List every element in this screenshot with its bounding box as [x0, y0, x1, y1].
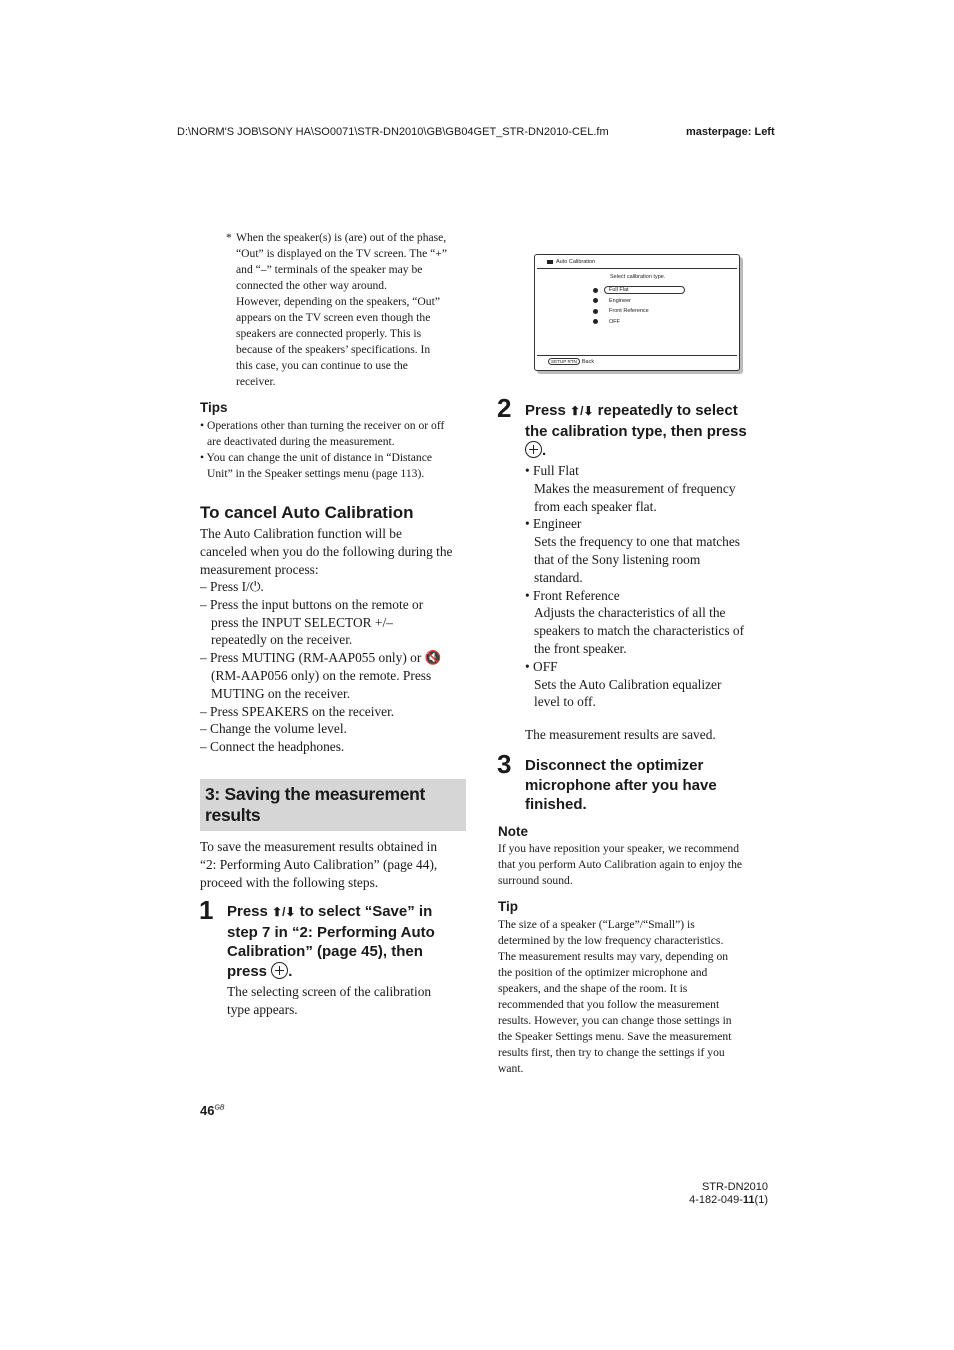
- section-intro: [200, 838, 475, 891]
- tip-body-line: results first, then try to change the settings if you: [498, 1046, 725, 1059]
- footnote-line: When the speaker(s) is (are) out of the phase,: [236, 231, 447, 244]
- step1-result-line: The selecting screen of the calibration: [227, 984, 432, 999]
- speaker-icon: [547, 260, 553, 264]
- cancel-list: [200, 578, 475, 756]
- cancel-line: MUTING on the receiver.: [211, 685, 351, 701]
- tip-line: Unit” in the Speaker settings menu (page 113).: [207, 467, 425, 480]
- footnote-line: “Out” is displayed on the TV screen. The “+”: [236, 247, 447, 260]
- note-heading: Note: [498, 824, 528, 839]
- step3-instruction: [525, 756, 770, 815]
- step2-option: [525, 515, 770, 586]
- step2-line: .: [525, 441, 770, 461]
- tip-body-line: the position of the optimizer microphone and: [498, 966, 708, 979]
- code-suffix: (1): [754, 1194, 768, 1206]
- screen-title-bar: [547, 259, 595, 265]
- screen-option-front-reference[interactable]: [593, 306, 685, 317]
- cancel-item: [200, 703, 475, 721]
- tip-body-line: recommended that you follow the measurement: [498, 998, 720, 1011]
- step3-line: Disconnect the optimizer: [525, 757, 704, 774]
- option-name: • Front Reference: [525, 587, 620, 603]
- tip-line: are deactivated during the measurement.: [207, 435, 395, 448]
- section-title-line: results: [205, 805, 261, 825]
- page-number-suffix: GB: [214, 1104, 225, 1112]
- step1-line: press .: [227, 962, 293, 980]
- model-number: STR-DN2010: [701, 1181, 768, 1193]
- document-code: [660, 1194, 768, 1206]
- section-intro-line: To save the measurement results obtained in: [200, 839, 438, 854]
- footnote-line: connected the other way around.: [236, 279, 387, 292]
- screen-option-full-flat[interactable]: [593, 285, 685, 296]
- enter-button-icon: [271, 962, 288, 979]
- screen-options: [593, 285, 685, 327]
- footnote-line: appears on the TV screen even though the: [236, 311, 431, 324]
- tip-heading: Tip: [498, 899, 518, 914]
- cancel-heading: To cancel Auto Calibration: [200, 503, 414, 522]
- step1-press-last: press: [227, 962, 268, 980]
- step2-options: [525, 462, 770, 711]
- option-desc-line: Makes the measurement of frequency: [534, 480, 736, 496]
- step2-press: Press: [525, 402, 566, 419]
- step1-line: step 7 in “2: Performing Auto: [227, 923, 435, 941]
- calibration-screen: [534, 254, 740, 371]
- cancel-line: – Connect the headphones.: [200, 739, 345, 755]
- cancel-item: [200, 649, 475, 702]
- step1-line: Calibration” (page 45), then: [227, 943, 423, 960]
- cancel-line: – Press SPEAKERS on the receiver.: [200, 703, 395, 719]
- step1-line: [227, 902, 477, 923]
- section-intro-line: “2: Performing Auto Calibration” (page 44),: [200, 856, 438, 872]
- section-title-line: 3: Saving the measurement: [205, 784, 426, 804]
- screen-back-label: Back: [581, 358, 595, 365]
- screen-title: Auto Calibration: [556, 259, 596, 265]
- tip-body-line: determined by the low frequency characteristics.: [498, 934, 724, 947]
- step2-line: [525, 401, 770, 422]
- tip-body-line: The size of a speaker (“Large”/“Small”) is: [498, 918, 695, 931]
- step2-saved-text: The measurement results are saved.: [525, 727, 716, 742]
- step2-number: 2: [497, 393, 512, 423]
- cancel-line: press the INPUT SELECTOR +/–: [211, 614, 393, 630]
- footnote-line: and “–” terminals of the speaker may be: [236, 263, 423, 276]
- cancel-intro-line: canceled when you do the following during the: [200, 543, 453, 559]
- step1-instruction: [227, 902, 477, 981]
- page-number-value: 46: [200, 1103, 215, 1118]
- option-name: • Full Flat: [525, 463, 579, 478]
- tip-body-line: want.: [498, 1062, 524, 1075]
- step3-line: finished.: [525, 796, 587, 813]
- enter-button-icon: [525, 441, 542, 458]
- tips-heading: Tips: [200, 400, 228, 415]
- tip-item: [200, 418, 472, 450]
- cancel-intro-line: The Auto Calibration function will be: [200, 526, 402, 541]
- screen-option-off[interactable]: [593, 317, 685, 328]
- note-line: that you perform Auto Calibration again to enjoy the: [498, 858, 743, 871]
- tips-list: [200, 418, 472, 482]
- bullet-icon: [593, 319, 598, 324]
- cancel-intro-line: measurement process:: [200, 561, 319, 577]
- cancel-line: (RM-AAP056 only) on the remote. Press: [211, 667, 432, 683]
- step1-number: 1: [199, 895, 214, 925]
- tip-body: [498, 917, 770, 1077]
- step3-line: microphone after you have: [525, 776, 717, 794]
- tip-body-line: the Speaker Settings menu. Save the measurement: [498, 1030, 732, 1043]
- option-desc-line: the front speaker.: [534, 640, 627, 656]
- cancel-item: [200, 578, 475, 596]
- step2-option: [525, 462, 770, 515]
- option-name: • Engineer: [525, 516, 582, 532]
- screen-option-engineer[interactable]: [593, 296, 685, 307]
- note-line: surround sound.: [498, 874, 573, 887]
- cancel-line: – Press I/⏻.: [200, 579, 264, 594]
- cancel-line: – Press the input buttons on the remote or: [200, 596, 424, 612]
- screen-option-label: Engineer: [609, 297, 632, 304]
- step3-number: 3: [497, 749, 512, 779]
- screen-prompt: Select calibration type.: [610, 274, 666, 280]
- page-number: [200, 1103, 225, 1118]
- section-intro-line: proceed with the following steps.: [200, 874, 379, 890]
- cancel-intro: [200, 525, 475, 578]
- screen-option-label-selected: Full Flat: [604, 286, 685, 294]
- step2-instruction: [525, 401, 770, 461]
- screen-option-label: Front Reference: [609, 308, 649, 315]
- footnote-line: speakers are connected properly. This is: [236, 327, 422, 340]
- arrow-up-down-icon: ⬆/⬇: [272, 905, 296, 919]
- file-path-header: D:\NORM'S JOB\SONY HA\SO0071\STR-DN2010\GB\GB04GET_STR-DN2010-CEL.fm: [177, 126, 609, 138]
- option-desc-line: level to off.: [534, 694, 596, 710]
- masterpage-label: masterpage: Left: [686, 126, 775, 138]
- tip-line: • You can change the unit of distance in “Distance: [200, 451, 433, 464]
- option-desc-line: that of the Sony listening room: [534, 551, 701, 567]
- option-desc-line: Sets the Auto Calibration equalizer: [534, 676, 722, 692]
- step2-line: the calibration type, then press: [525, 422, 747, 440]
- footnote-line: this case, you can continue to use the: [236, 359, 408, 372]
- setup-rtn-key-icon: SETUP RTN: [548, 358, 580, 365]
- footnote-marker: *: [226, 231, 232, 244]
- note-body: [498, 841, 770, 889]
- cancel-item: [200, 596, 475, 649]
- cancel-item: [200, 720, 475, 738]
- footnote-line: because of the speakers’ specifications. In: [236, 343, 431, 356]
- option-desc-line: speakers to match the characteristics of: [534, 623, 745, 639]
- section-heading-box: [200, 779, 466, 831]
- step1-press: Press: [227, 903, 268, 920]
- code-prefix: 4-182-049-: [689, 1194, 743, 1206]
- bullet-icon: [593, 309, 598, 314]
- tip-item: [200, 450, 472, 482]
- bullet-icon: [593, 298, 598, 303]
- step1-result-line: type appears.: [227, 1001, 298, 1017]
- step2-line1-rest: repeatedly to select: [597, 402, 738, 419]
- footnote-line: However, depending on the speakers, “Out”: [236, 295, 440, 308]
- screen-footer: [548, 358, 594, 365]
- tip-body-line: results. However, you can change those settings in: [498, 1014, 732, 1027]
- note-line: If you have reposition your speaker, we recommend: [498, 842, 739, 855]
- bullet-icon: [593, 288, 598, 293]
- arrow-up-down-icon: ⬆/⬇: [570, 404, 594, 418]
- footnote: [236, 230, 471, 390]
- cancel-line: – Change the volume level.: [200, 721, 347, 737]
- option-desc-line: from each speaker flat.: [534, 498, 657, 514]
- option-desc-line: standard.: [534, 569, 583, 585]
- cancel-line: – Press MUTING (RM-AAP055 only) or 🔇: [200, 650, 442, 666]
- screen-footer-divider: [537, 355, 737, 356]
- tip-body-line: The measurement results may vary, depending on: [498, 950, 729, 963]
- screen-option-label: OFF: [609, 318, 620, 325]
- tip-body-line: speakers, and the shape of the room. It is: [498, 982, 688, 995]
- step2-option: [525, 658, 770, 711]
- tip-line: • Operations other than turning the receiver on or off: [200, 419, 445, 432]
- code-bold: 11: [742, 1194, 755, 1206]
- step2-option: [525, 587, 770, 658]
- option-name: • OFF: [525, 658, 558, 674]
- option-desc-line: Sets the frequency to one that matches: [534, 534, 740, 550]
- option-desc-line: Adjusts the characteristics of all the: [534, 605, 726, 621]
- screen-divider: [537, 268, 737, 269]
- step1-line1-rest: to select “Save” in: [299, 903, 433, 920]
- cancel-line: repeatedly on the receiver.: [211, 632, 353, 648]
- section-title: [205, 784, 425, 826]
- step1-result: [227, 983, 477, 1019]
- footnote-line: receiver.: [236, 375, 276, 388]
- cancel-item: [200, 738, 475, 756]
